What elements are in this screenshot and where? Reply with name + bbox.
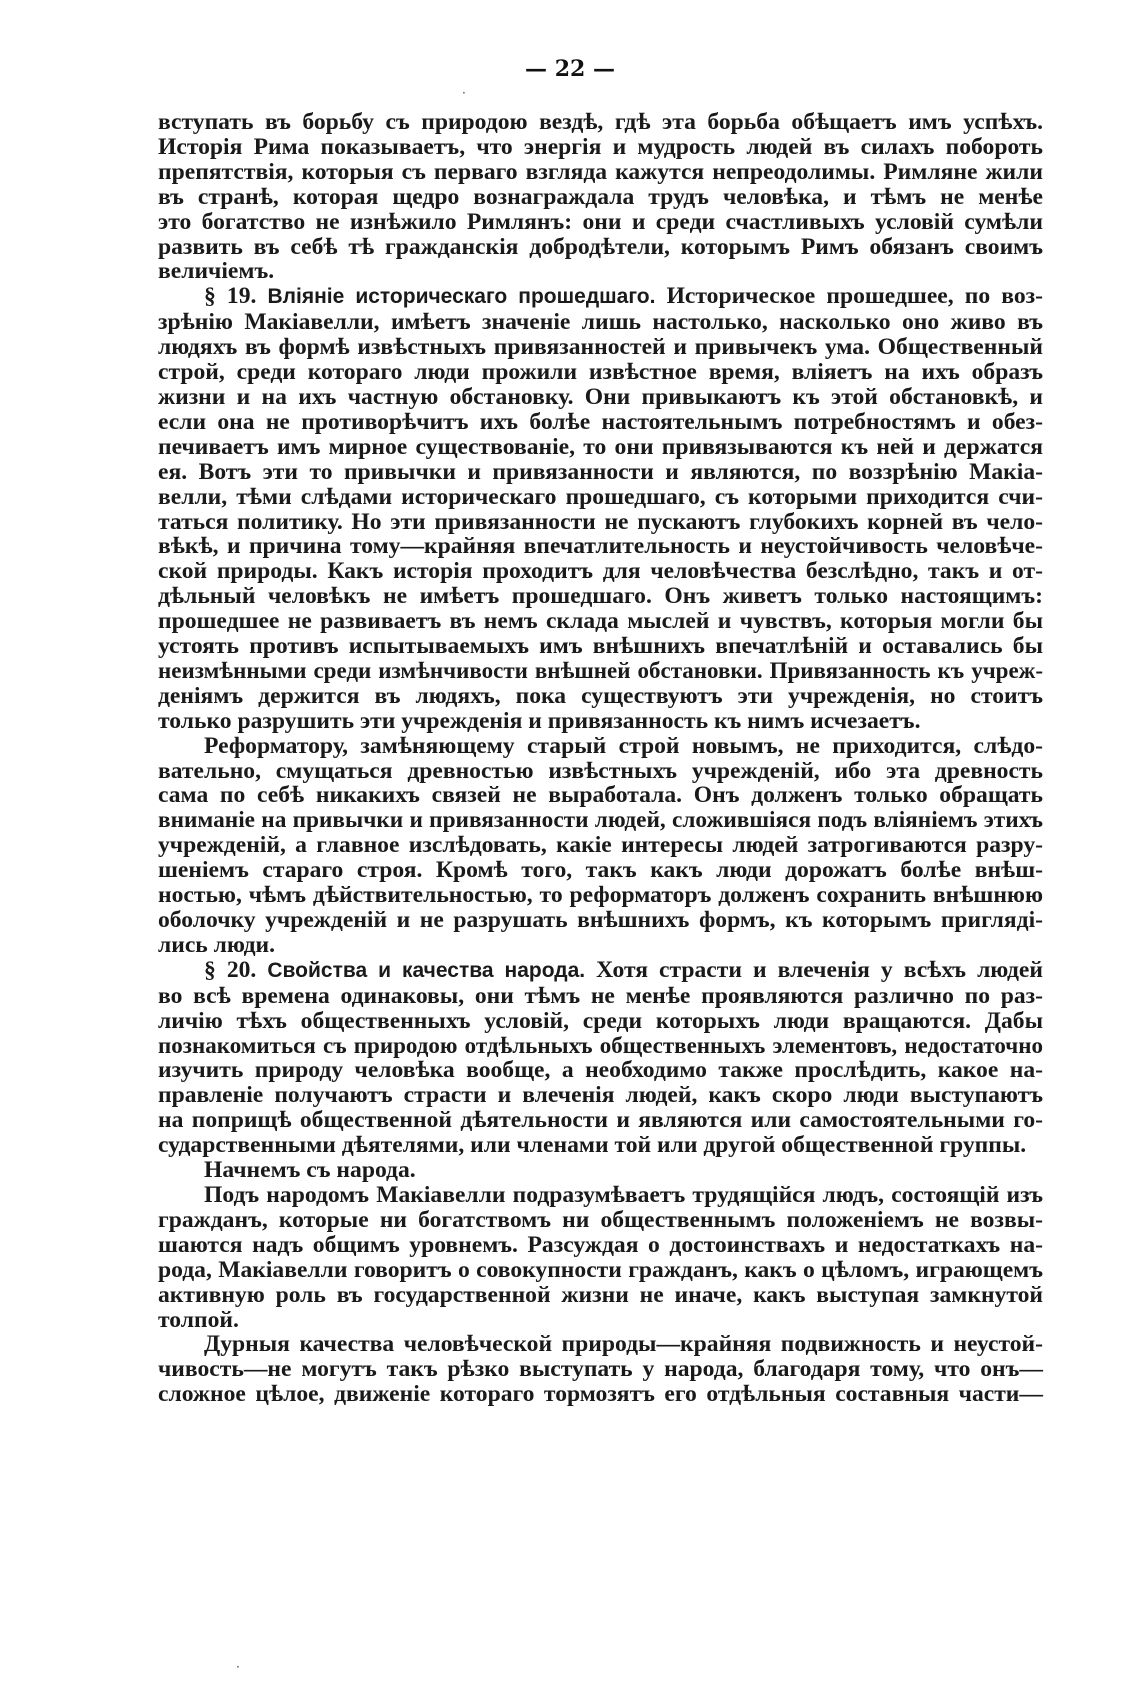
line-text: жизни и на ихъ частную обстановку. Они привыкаютъ къ этой обстановкѣ, и: [158, 383, 1043, 410]
text-line: [158, 1308, 1043, 1333]
print-speck: ·: [462, 86, 466, 100]
section-title: Вліяніе историческаго прошедшаго.: [267, 285, 656, 309]
text-line: [158, 110, 1043, 135]
line-text: сложное цѣлое, движеніе котораго тормозятъ его отдѣльныя составныя части—: [158, 1381, 1043, 1408]
text-line: [158, 1208, 1043, 1233]
text-line: [158, 360, 1043, 385]
line-text: во всѣ времена одинаковы, они тѣмъ не менѣе проявляются различно по раз-: [158, 982, 1043, 1009]
text-line: [158, 1034, 1043, 1059]
text-line: [158, 185, 1043, 210]
text-line: [158, 1283, 1043, 1308]
text-line: [158, 210, 1043, 235]
line-text: велли, тѣми слѣдами историческаго прошедшаго, съ которыми приходится счи-: [158, 483, 1043, 510]
line-text: дѣльный человѣкъ не имѣетъ прошедшаго. Онъ живетъ только настоящимъ:: [158, 583, 1043, 610]
line-text: личію тѣхъ общественныхъ условій, среди которыхъ люди вращаются. Дабы: [158, 1007, 1043, 1034]
section-title: Свойства и качества народа.: [267, 958, 586, 982]
text-line: [158, 460, 1043, 485]
line-text: Реформатору, замѣняющему старый строй новымъ, не приходится, слѣдо-: [204, 732, 1043, 759]
body-text: [158, 110, 1043, 1407]
line-text: прошедшее не развиваетъ въ немъ склада мыслей и чувствъ, которыя могли бы: [158, 608, 1043, 635]
line-text: неизмѣнными среди измѣнчивости внѣшней обстановки. Привязанность къ учреж-: [158, 657, 1043, 683]
line-text: толпой.: [158, 1306, 239, 1333]
line-text: въ странѣ, которая щедро вознаграждала трудъ человѣка, и тѣмъ не менѣе: [158, 183, 1043, 210]
line-text: ской природы. Какъ исторія проходитъ для человѣчества безслѣдно, такъ и от-: [158, 558, 1043, 585]
text-line: [158, 1133, 1043, 1158]
line-text: зрѣнію Макіавелли, имѣетъ значеніе лишь настолько, насколько оно живо въ: [158, 309, 1043, 336]
text-line: [158, 1357, 1043, 1382]
text-line: [158, 559, 1043, 584]
text-line: [158, 1009, 1043, 1034]
line-text: гражданъ, которые ни богатствомъ ни общественнымъ положеніемъ не возвы-: [158, 1206, 1043, 1233]
section-heading-line: [158, 284, 1043, 310]
text-line: [158, 709, 1043, 734]
line-text: величіемъ.: [158, 258, 275, 285]
text-line: [158, 933, 1043, 958]
text-line: [158, 510, 1043, 535]
section-number: § 19.: [204, 283, 268, 310]
line-text: препятствія, которыя съ перваго взгляда кажутся непреодолимы. Римляне жили: [158, 158, 1043, 185]
text-line: [158, 235, 1043, 260]
text-line: [158, 1332, 1043, 1357]
text-line: [158, 1183, 1043, 1208]
line-text: устоять противъ испытываемыхъ имъ внѣшнихъ впечатлѣній и оставались бы: [158, 633, 1043, 660]
line-text: учрежденій, а главное изслѣдовать, какіе интересы людей затрогиваются разру-: [158, 832, 1043, 859]
line-text: деніямъ держится въ людяхъ, пока существуютъ эти учрежденія, но стоитъ: [158, 682, 1043, 709]
line-text: Хотя страсти и влеченія у всѣхъ людей: [585, 956, 1043, 983]
line-text: если она не противорѣчитъ ихъ болѣе настоятельнымъ потребностямъ и обез-: [158, 408, 1043, 435]
text-line: [158, 410, 1043, 435]
text-line: [158, 1382, 1043, 1407]
text-line: [158, 908, 1043, 933]
text-line: [158, 734, 1043, 759]
line-text: активную роль въ государственной жизни не иначе, какъ выступая замкнутой: [158, 1281, 1043, 1308]
line-text: сударственными дѣятелями, или членами той или другой общественной группы.: [158, 1132, 1027, 1159]
text-line: [158, 634, 1043, 659]
line-text: шаются надъ общимъ уровнемъ. Разсуждая о достоинствахъ и недостаткахъ на-: [158, 1231, 1043, 1258]
line-text: вѣкѣ, и причина тому—крайняя впечатлительность и неустойчивость человѣче-: [158, 533, 1043, 560]
text-line: [158, 609, 1043, 634]
line-text: шеніемъ стараго строя. Кромѣ того, такъ какъ люди дорожатъ болѣе внѣш-: [158, 857, 1043, 884]
text-line: [158, 485, 1043, 510]
text-line: [158, 1158, 1043, 1183]
text-line: [158, 858, 1043, 883]
line-text: изучить природу человѣка вообще, а необходимо также прослѣдить, какое на-: [158, 1057, 1043, 1084]
line-text: лись люди.: [158, 931, 276, 958]
text-line: [158, 833, 1043, 858]
line-text: познакомиться съ природою отдѣльныхъ общественныхъ элементовъ, недостаточно: [158, 1032, 1043, 1058]
line-text: это богатство не изнѣжило Римлянъ: они и среди счастливыхъ условій сумѣли: [158, 208, 1043, 235]
text-line: [158, 783, 1043, 808]
line-text: ея. Вотъ эти то привычки и привязанности и являются, по воззрѣнію Макіа-: [158, 458, 1043, 485]
text-line: [158, 1058, 1043, 1083]
section-heading-line: [158, 958, 1043, 984]
line-text: сама по себѣ никакихъ связей не выработала. Онъ долженъ только обращать: [158, 782, 1043, 809]
line-text: людяхъ въ формѣ извѣстныхъ привязанностей и привычекъ ума. Общественный: [158, 334, 1043, 361]
line-text: ностью, чѣмъ дѣйствительностью, то реформаторъ долженъ сохранить внѣшнюю: [158, 882, 1043, 909]
text-line: [158, 684, 1043, 709]
line-text: развить въ себѣ тѣ гражданскія добродѣтели, которымъ Римъ обязанъ своимъ: [158, 233, 1043, 260]
text-line: [158, 808, 1043, 833]
section-number: § 20.: [204, 956, 268, 983]
line-text: рода, Макіавелли говоритъ о совокупности гражданъ, какъ о цѣломъ, играющемъ: [158, 1256, 1043, 1283]
text-line: [158, 759, 1043, 784]
text-line: [158, 135, 1043, 160]
line-text: таться политику. Но эти привязанности не пускаютъ глубокихъ корней въ чело-: [158, 508, 1043, 535]
line-text: оболочку учрежденій и не разрушать внѣшнихъ формъ, къ которымъ пригляді-: [158, 907, 1043, 933]
line-text: на поприщѣ общественной дѣятельности и являются или самостоятельными го-: [158, 1107, 1043, 1134]
text-line: [158, 160, 1043, 185]
line-text: правленіе получаютъ страсти и влеченія людей, какъ скоро люди выступаютъ: [158, 1082, 1043, 1109]
print-speck: ·: [236, 1660, 240, 1674]
text-line: [158, 1258, 1043, 1283]
text-line: [158, 435, 1043, 460]
text-line: [158, 984, 1043, 1009]
line-text: вступать въ борьбу съ природою вездѣ, гдѣ эта борьба обѣщаетъ имъ успѣхъ.: [158, 109, 1043, 135]
line-text: вательно, смущаться древностью извѣстныхъ учрежденій, ибо эта древность: [158, 757, 1043, 784]
text-line: [158, 1108, 1043, 1133]
text-line: [158, 385, 1043, 410]
text-line: [158, 310, 1043, 335]
text-line: [158, 584, 1043, 609]
line-text: Исторія Рима показываетъ, что энергія и мудрость людей въ силахъ побороть: [158, 133, 1043, 160]
text-line: [158, 534, 1043, 559]
line-text: чивость—не могутъ такъ рѣзко выступать у народа, благодаря тому, что онъ—: [158, 1356, 1043, 1383]
page-number: — 22 —: [525, 56, 615, 82]
line-text: печиваетъ имъ мирное существованіе, то они привязываются къ ней и держатся: [158, 433, 1043, 460]
line-text: вниманіе на привычки и привязанности людей, сложившіяся подъ вліяніемъ этихъ: [158, 807, 1043, 834]
line-text: Подъ народомъ Макіавелли подразумѣваетъ трудящійся людъ, состоящій изъ: [204, 1181, 1043, 1208]
text-line: [158, 1233, 1043, 1258]
text-line: [158, 659, 1043, 684]
line-text: Дурныя качества человѣческой природы—крайняя подвижность и неустой-: [204, 1331, 1043, 1358]
text-line: [158, 335, 1043, 360]
line-text: Начнемъ съ народа.: [204, 1157, 416, 1184]
text-line: [158, 883, 1043, 908]
line-text: Историческое прошедшее, по воз-: [655, 283, 1043, 310]
text-line: [158, 259, 1043, 284]
line-text: строй, среди котораго люди прожили извѣстное время, вліяетъ на ихъ образъ: [158, 359, 1043, 386]
line-text: только разрушить эти учрежденія и привязанность къ нимъ исчезаетъ.: [158, 707, 921, 734]
text-line: [158, 1083, 1043, 1108]
